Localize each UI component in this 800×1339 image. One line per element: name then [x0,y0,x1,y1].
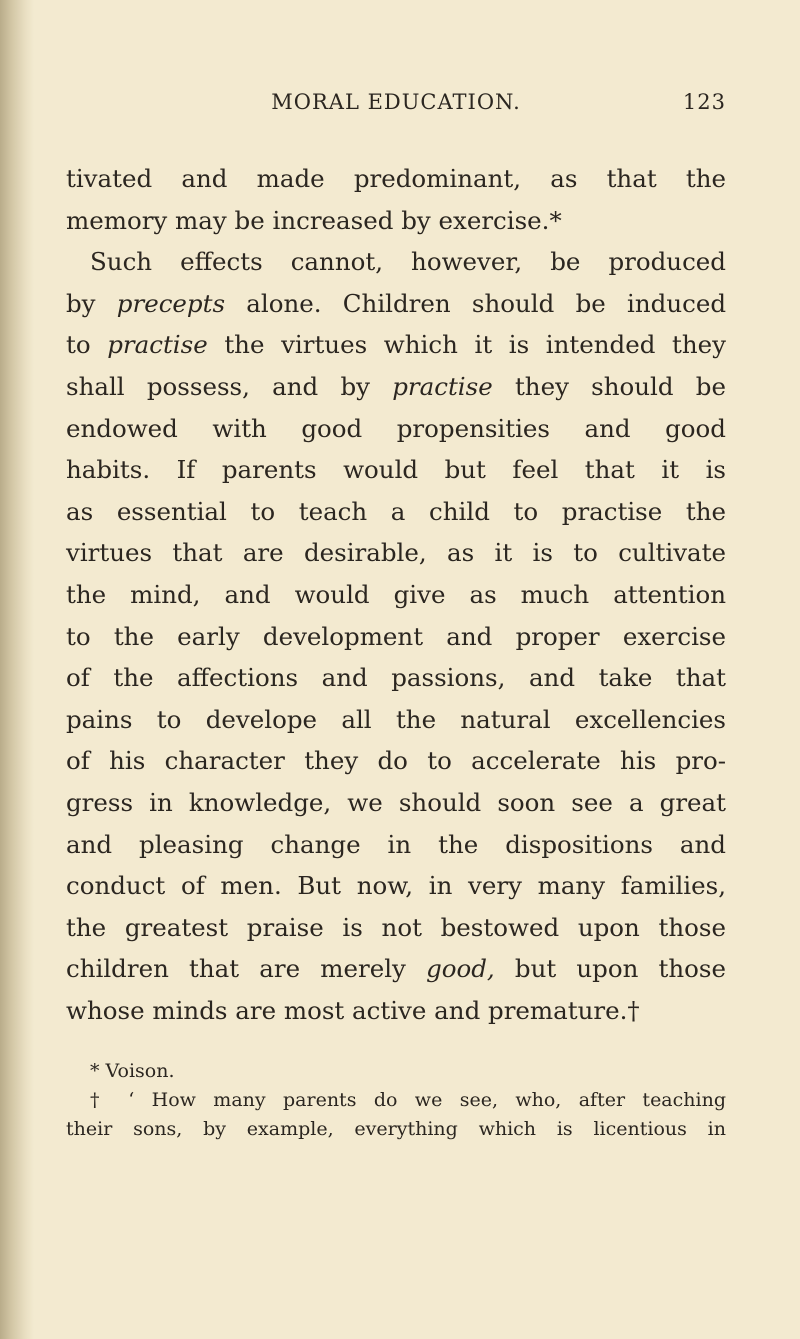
text-line: of the affections and passions, and take that [66,663,726,693]
text-line: of his character they do to accelerate his pro- [66,746,726,776]
text-line: gress in knowledge, we should soon see a great [66,787,726,817]
footnote-line: their sons, by example, everything which is licentious in [66,1118,726,1141]
text-line: endowed with good propensities and good [66,413,726,443]
text-segment: they should be [492,371,726,401]
emphasis-good: good, [426,954,495,984]
text-line [66,324,726,366]
text-line: to the early development and proper exercise [66,621,726,651]
text-line [66,366,726,408]
emphasis-practise: practise [107,330,208,360]
page-header [66,84,726,124]
text-line: conduct of men. But now, in very many families, [66,871,726,901]
book-page [66,84,726,1144]
text-segment: children that are merely [66,954,427,984]
running-title: MORAL EDUCATION. [271,90,521,114]
text-line: the mind, and would give as much attention [66,579,726,609]
text-line: memory may be increased by exercise.* [66,205,562,235]
text-line [66,283,726,325]
text-line: pains to develope all the natural excellencies [66,704,726,734]
page-number: 123 [682,90,726,114]
text-line: tivated and made predominant, as that the [66,164,726,193]
text-line: Such effects cannot, however, be produced [90,247,726,277]
text-line: virtues that are desirable, as it is to cultivate [66,538,726,568]
text-line: the greatest praise is not bestowed upon those [66,912,726,942]
text-segment: to [66,330,108,360]
text-line: habits. If parents would but feel that it is [66,455,726,485]
text-line: and pleasing change in the dispositions and [66,829,726,859]
emphasis-precepts: precepts [116,288,226,318]
text-segment: by [66,288,117,318]
text-segment: shall possess, and by [66,371,393,401]
text-segment: but upon those [494,954,726,984]
body-text [66,158,726,1031]
footnote-line: † ‘ How many parents do we see, who, after teaching [90,1089,726,1112]
footnote-voison: * Voison. [90,1060,175,1083]
text-segment: alone. Children should be induced [225,288,727,318]
emphasis-practise: practise [392,371,493,401]
text-line: as essential to teach a child to practise the [66,496,726,526]
text-segment: the virtues which it is intended they [207,330,726,360]
page-gutter-shadow [0,0,34,1339]
footnotes [66,1057,726,1144]
text-line [66,948,726,990]
text-line: whose minds are most active and premature.† [66,995,640,1025]
